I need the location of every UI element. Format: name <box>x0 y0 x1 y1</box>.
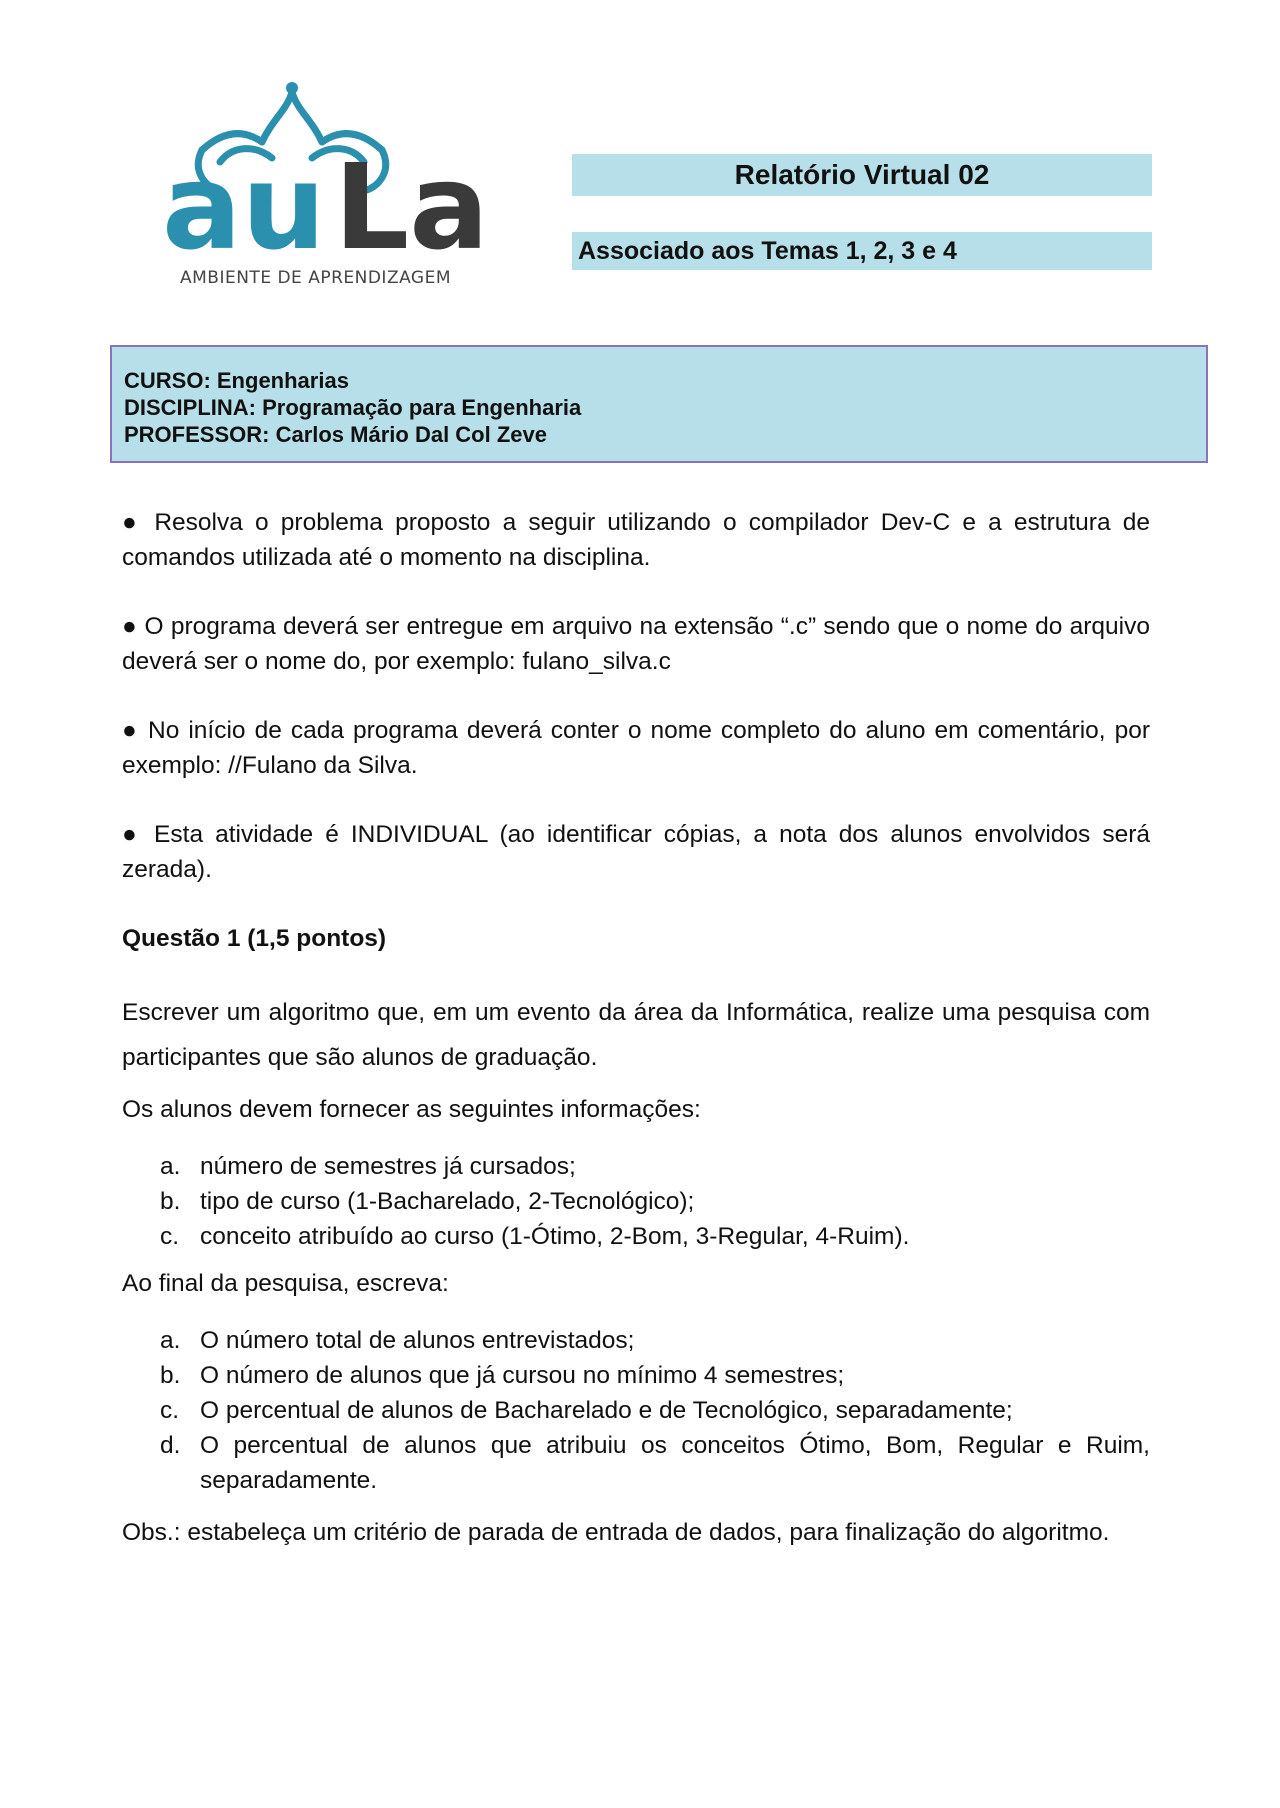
logo-wordmark-dark: La <box>334 138 489 276</box>
outputs-list <box>122 1323 1150 1498</box>
discipline-line: DISCIPLINA: Programação para Engenharia <box>124 395 582 420</box>
aula-logo <box>162 80 502 300</box>
instruction-item: ● No início de cada programa deverá conter o nome completo do aluno em comentário, por exemplo: //Fulano da Silva. <box>122 717 1150 779</box>
question-title: Questão 1 (1,5 pontos) <box>122 925 387 952</box>
list-item: c. O percentual de alunos de Bacharelado e de Tecnológico, separadamente; <box>160 1397 1013 1424</box>
instruction-item: ● O programa deverá ser entregue em arquivo na extensão “.c” sendo que o nome do arquivo deverá ser o nome do, por exemplo: fulano_silva.c <box>122 613 1150 675</box>
course-line: CURSO: Engenharias <box>124 368 349 393</box>
report-title: Relatório Virtual 02 <box>572 154 1152 196</box>
list-item: b. O número de alunos que já cursou no mínimo 4 semestres; <box>160 1362 845 1389</box>
professor-line: PROFESSOR: Carlos Mário Dal Col Zeve <box>124 422 547 447</box>
observation: Obs.: estabeleça um critério de parada de entrada de dados, para finalização do algoritmo. <box>122 1519 1110 1546</box>
course-info-box <box>110 345 1208 463</box>
report-subtitle: Associado aos Temas 1, 2, 3 e 4 <box>572 232 1152 270</box>
instruction-item: ● Resolva o problema proposto a seguir utilizando o compilador Dev-C e a estrutura de comandos utilizada até o momento na disciplina. <box>122 509 1150 571</box>
list-item: d. O percentual de alunos que atribuiu os conceitos Ótimo, Bom, Regular e Ruim, separadamente. <box>160 1432 1150 1494</box>
question-intro: Escrever um algoritmo que, em um evento da área da Informática, realize uma pesquisa com participantes que são alunos de graduação. <box>122 999 1150 1071</box>
lotus-crown-icon <box>162 80 502 280</box>
list-item: a. O número total de alunos entrevistados; <box>160 1327 635 1354</box>
inputs-list <box>122 1149 1150 1254</box>
list-item: b. tipo de curso (1-Bacharelado, 2-Tecnológico); <box>160 1188 695 1215</box>
inputs-label: Os alunos devem fornecer as seguintes informações: <box>122 1096 701 1123</box>
instruction-item: ● Esta atividade é INDIVIDUAL (ao identificar cópias, a nota dos alunos envolvidos será zerada). <box>122 821 1150 883</box>
list-item: c. conceito atribuído ao curso (1-Ótimo, 2-Bom, 3-Regular, 4-Ruim). <box>160 1223 910 1250</box>
list-item: a. número de semestres já cursados; <box>160 1153 576 1180</box>
document-body <box>122 505 1150 1555</box>
outputs-label: Ao final da pesquisa, escreva: <box>122 1270 449 1297</box>
logo-wordmark-teal: au <box>162 138 326 276</box>
logo-caption: AMBIENTE DE APRENDIZAGEM <box>180 268 452 288</box>
